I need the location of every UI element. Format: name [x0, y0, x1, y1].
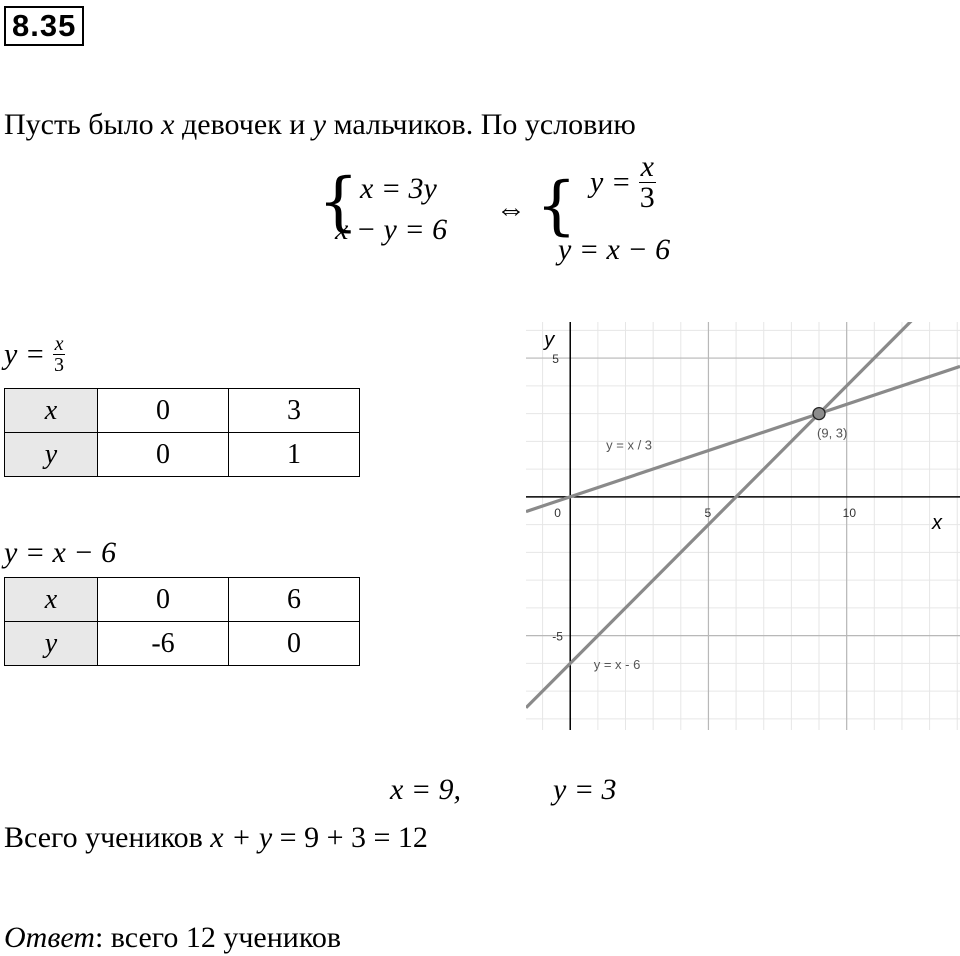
system-left-row2: x − y = 6 — [335, 213, 448, 246]
table-header-cell: x — [5, 578, 98, 622]
answer-text: : всего 12 учеников — [94, 921, 342, 954]
system-right-fraction — [639, 152, 656, 213]
table-cell: 0 — [98, 433, 229, 477]
equiv-symbol: ⇔ — [496, 193, 526, 226]
table-row — [5, 578, 360, 622]
table-cell: -6 — [98, 622, 229, 666]
intro-var-y: y — [312, 108, 327, 141]
solution-y: y = 3 — [553, 773, 617, 806]
intersection-label: (9, 3) — [817, 425, 848, 441]
total-line — [4, 821, 428, 855]
system-right-row2: y = x − 6 — [558, 233, 671, 266]
x-tick-label: 0 — [554, 505, 561, 520]
table1-fraction-den: 3 — [54, 354, 64, 376]
intro-mid: девочек и — [174, 108, 313, 141]
table-cell: 0 — [229, 622, 360, 666]
y-tick-label: 5 — [552, 352, 559, 367]
table1-eq-lhs: y = — [4, 337, 46, 371]
intro-var-x: x — [161, 108, 175, 141]
answer-label: Ответ — [4, 921, 95, 954]
table-header-cell: y — [5, 433, 98, 477]
table-cell: 1 — [229, 433, 360, 477]
table1-equation — [4, 334, 65, 375]
table-cell: 6 — [229, 578, 360, 622]
table-row — [5, 389, 360, 433]
x-tick-label: 5 — [704, 505, 712, 520]
intersection-point — [813, 408, 825, 420]
total-expr: x + y — [210, 821, 273, 854]
table-header-cell: y — [5, 622, 98, 666]
y-tick-label: -5 — [552, 629, 563, 644]
table2 — [4, 577, 360, 666]
right-brace: { — [536, 169, 577, 243]
x-tick-label: 10 — [842, 505, 857, 520]
y-axis-label: y — [544, 329, 555, 351]
system-right-fraction-den: 3 — [639, 181, 655, 214]
answer-line — [4, 921, 341, 955]
series-label-1: y = x / 3 — [606, 437, 653, 453]
table-header-cell: x — [5, 389, 98, 433]
table-row — [5, 433, 360, 477]
intro-prefix: Пусть было — [4, 108, 162, 141]
solution-x: x = 9, — [390, 773, 462, 806]
total-rest: = 9 + 3 = 12 — [272, 821, 428, 854]
total-text: Всего учеников — [4, 821, 211, 854]
table-row — [5, 622, 360, 666]
table-cell: 3 — [229, 389, 360, 433]
series-label-2: y = x - 6 — [593, 656, 641, 672]
system-right-row1 — [590, 152, 656, 213]
table1 — [4, 388, 360, 477]
intro-suffix: мальчиков. По условию — [326, 108, 636, 141]
system-left-row1: x = 3y — [360, 172, 437, 205]
table-cell: 0 — [98, 389, 229, 433]
problem-number: 8.35 — [4, 6, 84, 46]
system-right-row1-lhs: y = — [590, 165, 632, 199]
system-right-fraction-num: x — [640, 150, 654, 183]
graph-chart — [526, 322, 960, 730]
table2-equation: y = x − 6 — [4, 536, 117, 569]
left-brace: { — [318, 165, 359, 239]
x-axis-label: x — [932, 511, 942, 534]
table-cell: 0 — [98, 578, 229, 622]
table1-fraction — [53, 334, 66, 375]
table1-fraction-num: x — [54, 333, 64, 355]
intro-text — [4, 108, 636, 142]
